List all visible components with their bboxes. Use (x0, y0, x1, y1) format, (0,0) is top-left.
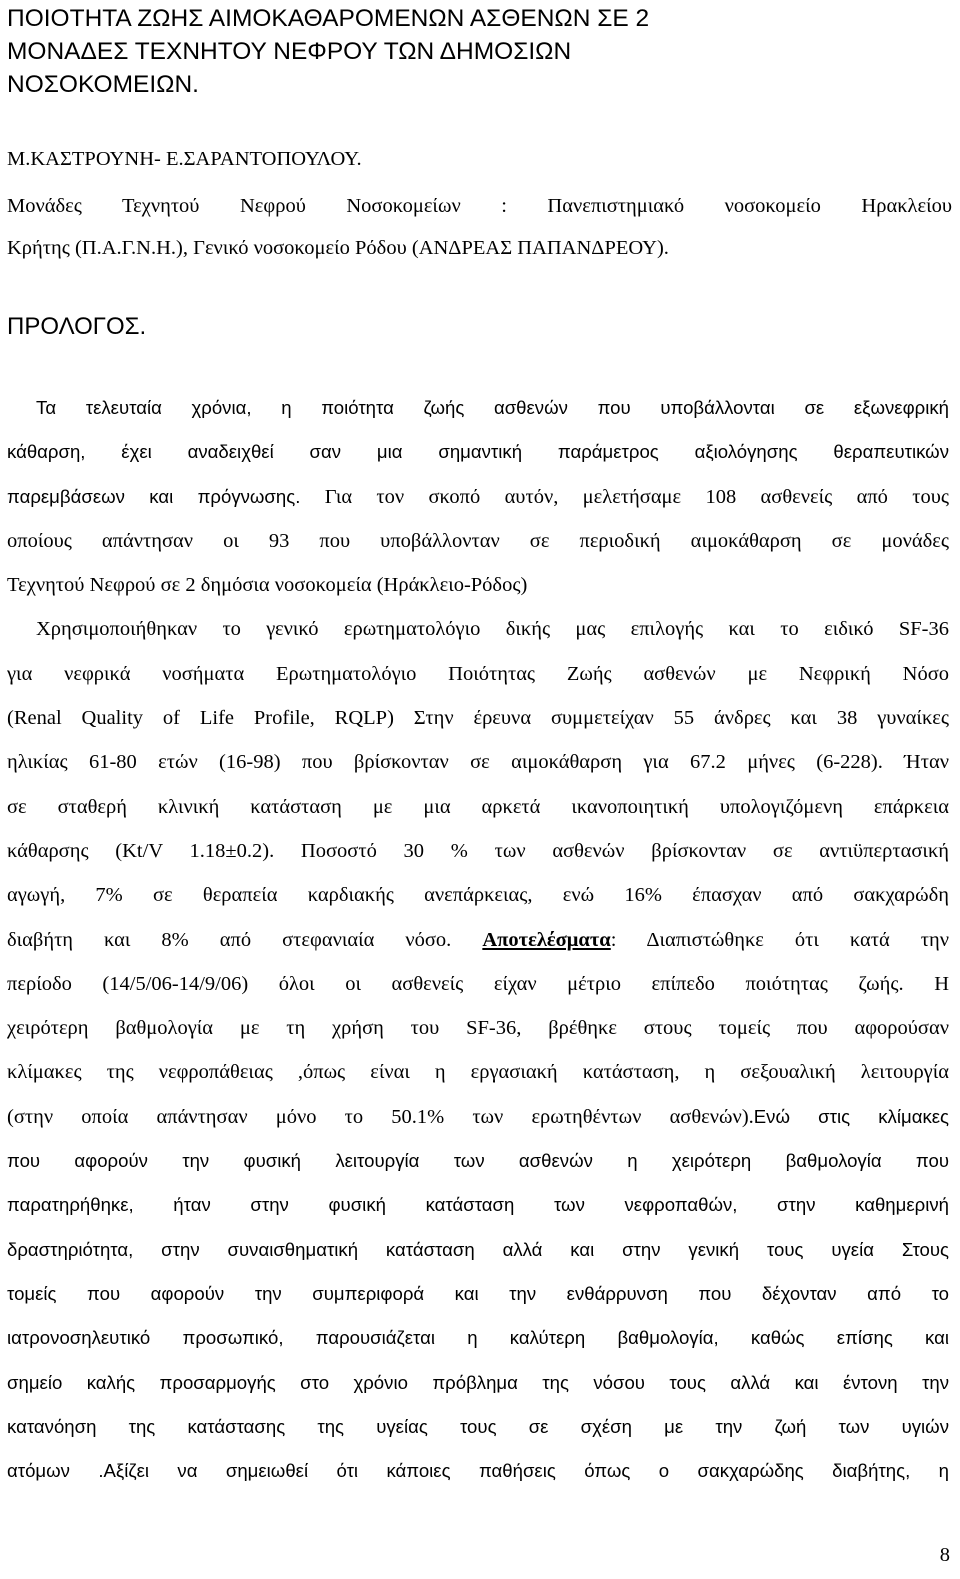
body-line: τομείς που αφορούν την συμπεριφορά και την ενθάρρυνση που δέχονταν από το (7, 1282, 949, 1304)
body-line: περίοδο (14/5/06-14/9/06) όλοι οι ασθενείς είχαν μέτριο επίπεδο ποιότητας ζωής. Η (7, 972, 949, 995)
body-line: δραστηριότητα, στην συναισθηματική κατάσταση αλλά και στην γενική τους υγεία Στους (7, 1238, 949, 1260)
title-line-3: ΝΟΣΟΚΟΜΕΙΩΝ. (7, 71, 199, 98)
body-line: παρατηρήθηκε, ήταν στην φυσική κατάσταση των νεφροπαθών, στην καθημερινή (7, 1194, 949, 1216)
page-number: 8 (939, 1544, 950, 1566)
body-text-segment: Για τον σκοπό αυτόν, μελετήσαμε 108 ασθενείς από τους (300, 485, 949, 508)
title-line-1: ΠΟΙΟΤΗΤΑ ΖΩΗΣ ΑΙΜΟΚΑΘΑΡΟΜΕΝΩΝ ΑΣΘΕΝΩΝ ΣΕ 2 (7, 5, 650, 32)
body-line: αγωγή, 7% σε θεραπεία καρδιακής ανεπάρκειας, ενώ 16% έπασχαν από σακχαρώδη (7, 884, 949, 907)
body-text-segment: : Διαπιστώθηκε ότι κατά την (610, 928, 949, 951)
body-line: (Renal Quality of Life Profile, RQLP) Στην έρευνα συμμετείχαν 55 άνδρες και 38 γυναίκες (7, 707, 949, 730)
body-text-segment: (στην οποία απάντησαν μόνο το 50.1% των ερωτηθέντων ασθενών). (7, 1105, 754, 1128)
body-line: κάθαρσης (Kt/V 1.18±0.2). Ποσοστό 30 % των ασθενών βρίσκονταν σε αντιϋπερτασική (7, 839, 949, 862)
body-line: κατανόηση της κατάστασης της υγείας τους σε σχέση με την ζωή των υγιών (7, 1415, 949, 1437)
body-line: κάθαρση, έχει αναδειχθεί σαν μια σημαντική παράμετρος αξιολόγησης θεραπευτικών (7, 441, 949, 463)
body-text-segment: διαβήτη και 8% από στεφανιαία νόσο. (7, 928, 452, 951)
body-text (7, 386, 949, 1493)
body-line: Χρησιμοποιήθηκαν το γενικό ερωτηματολόγιο δικής μας επιλογής και το ειδικό SF-36 (36, 618, 949, 641)
section-heading: ΠΡΟΛΟΓΟΣ. (7, 313, 147, 340)
title-line-2: ΜΟΝΑΔΕΣ ΤΕΧΝΗΤΟΥ ΝΕΦΡΟΥ ΤΩΝ ΔΗΜΟΣΙΩΝ (7, 38, 572, 65)
body-text-segment: παρεμβάσεων και πρόγνωσης. (7, 485, 301, 507)
body-line: σε σταθερή κλινική κατάσταση με μια αρκετά ικανοποιητική υπολογιζόμενη επάρκεια (7, 795, 949, 818)
body-line: οποίους απάντησαν οι 93 που υποβάλλονταν σε περιοδική αιμοκάθαρση σε μονάδες (7, 529, 949, 552)
body-line: ατόμων .Αξίζει να σημειωθεί ότι κάποιες παθήσεις όπως ο σακχαρώδης διαβήτης, η (7, 1460, 949, 1482)
results-heading: Αποτελέσματα (482, 928, 611, 951)
body-line: που αφορούν την φυσική λειτουργία των ασθενών η χειρότερη βαθμολογία που (7, 1150, 949, 1172)
body-line (7, 1095, 949, 1139)
affiliation-line-1: Μονάδες Τεχνητού Νεφρού Νοσοκομείων : Πανεπιστημιακό νοσοκομείο Ηρακλείου (7, 195, 952, 217)
body-line: ιατρονοσηλευτικό προσωπικό, παρουσιάζεται η καλύτερη βαθμολογία, καθώς επίσης και (7, 1327, 949, 1349)
affiliation-line-2: Κρήτης (Π.Α.Γ.Ν.Η.), Γενικό νοσοκομείο Ρόδου (ΑΝΔΡΕΑΣ ΠΑΠΑΝΔΡΕΟΥ). (7, 237, 669, 259)
body-line: κλίμακες της νεφροπάθειας ,όπως είναι η εργασιακή κατάσταση, η σεξουαλική λειτουργία (7, 1061, 949, 1084)
body-text-segment: Ενώ στις κλίμακες (753, 1105, 949, 1127)
body-line: ηλικίας 61-80 ετών (16-98) που βρίσκονταν σε αιμοκάθαρση για 67.2 μήνες (6-228). Ήταν (7, 751, 949, 774)
document-title (7, 2, 952, 101)
body-line: για νεφρικά νοσήματα Ερωτηματολόγιο Ποιότητας Ζωής ασθενών με Νεφρική Νόσο (7, 662, 949, 685)
body-line (7, 918, 949, 962)
authors: Μ.ΚΑΣΤΡΟΥΝΗ- Ε.ΣΑΡΑΝΤΟΠΟΥΛΟΥ. (7, 148, 362, 170)
body-line: χειρότερη βαθμολογία με τη χρήση του SF-36, βρέθηκε στους τομείς που αφορούσαν (7, 1017, 949, 1040)
body-line: σημείο καλής προσαρμογής στο χρόνιο πρόβλημα της νόσου τους αλλά και έντονη την (7, 1371, 949, 1393)
affiliation (7, 185, 952, 269)
body-line: Τεχνητού Νεφρού σε 2 δημόσια νοσοκομεία (Ηράκλειο-Ρόδος) (7, 574, 528, 597)
body-line (7, 475, 949, 519)
body-line: Τα τελευταία χρόνια, η ποιότητα ζωής ασθενών που υποβάλλονται σε εξωνεφρική (36, 397, 949, 418)
